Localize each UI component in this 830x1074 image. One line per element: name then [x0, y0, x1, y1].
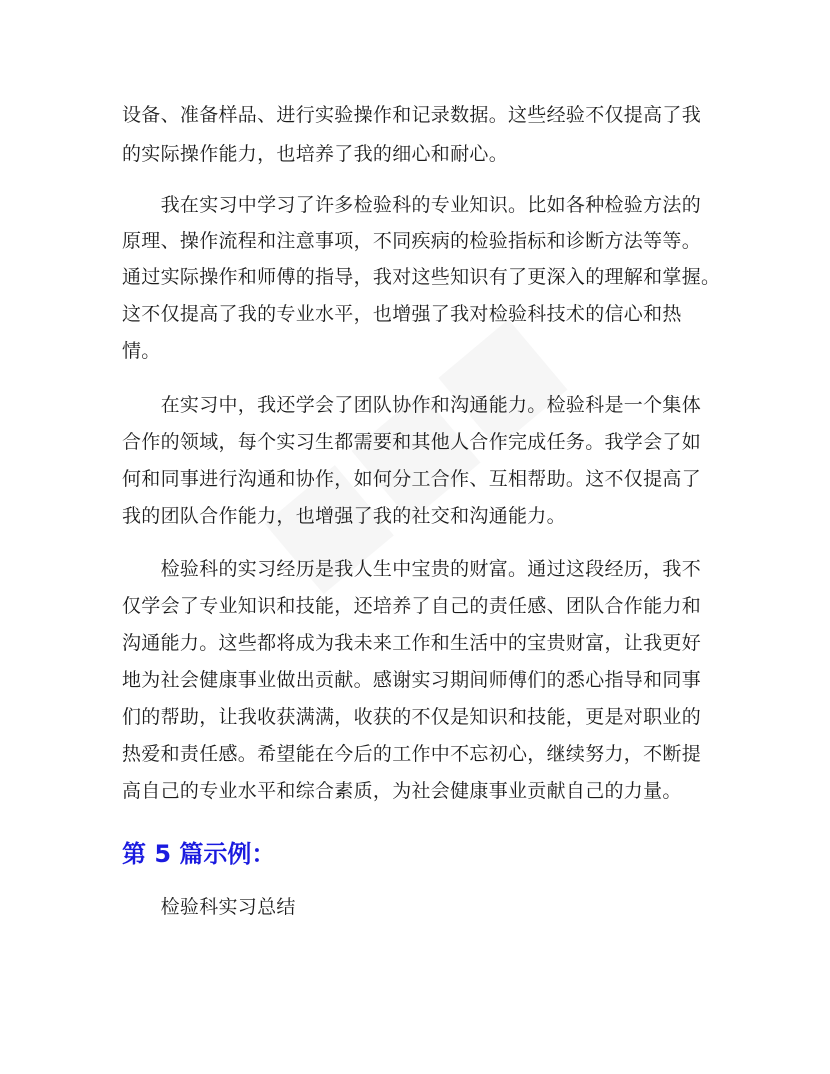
text-line: 合作的领域，每个实习生都需要和其他人合作完成任务。我学会了如 [122, 431, 702, 453]
text-line: 我在实习中学习了许多检验科的专业知识。比如各种检验方法的 [122, 194, 702, 216]
text-line: 地为社会健康事业做出贡献。感谢实习期间师傅们的悉心指导和同事 [122, 669, 702, 691]
text-line: 我的团队合作能力，也增强了我的社交和沟通能力。 [122, 505, 566, 527]
text-line: 情。 [122, 340, 161, 362]
text-line: 通过实际操作和师傅的指导，我对这些知识有了更深入的理解和掌握。 [122, 266, 721, 288]
text-line: 原理、操作流程和注意事项，不同疾病的检验指标和诊断方法等等。 [122, 230, 702, 252]
text-line: 仅学会了专业知识和技能，还培养了自己的责任感、团队合作能力和 [122, 595, 702, 617]
text-line: 何和同事进行沟通和协作，如何分工合作、互相帮助。这不仅提高了 [122, 468, 702, 490]
text-line: 设备、准备样品、进行实验操作和记录数据。这些经验不仅提高了我 [122, 104, 702, 126]
text-line: 高自己的专业水平和综合素质，为社会健康事业贡献自己的力量。 [122, 780, 682, 802]
text-line: 们的帮助，让我收获满满，收获的不仅是知识和技能，更是对职业的 [122, 706, 702, 728]
text-line: 沟通能力。这些都将成为我未来工作和生活中的宝贵财富，让我更好 [122, 632, 702, 654]
article-title: 检验科实习总结 [122, 896, 296, 918]
text-line: 热爱和责任感。希望能在今后的工作中不忘初心，继续努力，不断提 [122, 743, 702, 765]
section-heading: 第 5 篇示例： [122, 840, 276, 868]
text-line: 在实习中，我还学会了团队协作和沟通能力。检验科是一个集体 [122, 394, 702, 416]
text-line: 的实际操作能力，也培养了我的细心和耐心。 [122, 143, 509, 165]
text-line: 这不仅提高了我的专业水平，也增强了我对检验科技术的信心和热 [122, 303, 682, 325]
text-line: 检验科的实习经历是我人生中宝贵的财富。通过这段经历，我不 [122, 558, 702, 580]
